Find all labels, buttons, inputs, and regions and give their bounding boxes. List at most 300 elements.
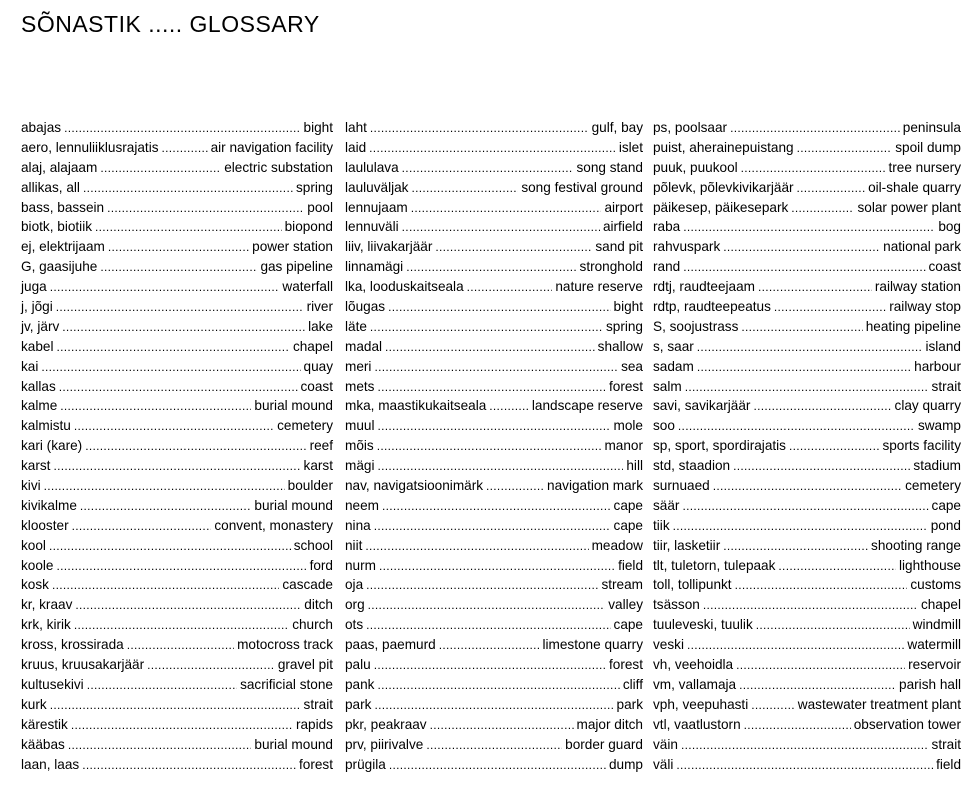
entry-translation: oil-shale quarry [868, 179, 961, 195]
glossary-entry [21, 297, 333, 317]
dot-leader [402, 218, 600, 238]
glossary-entry [653, 575, 961, 595]
entry-translation: forest [299, 756, 333, 772]
dot-leader [377, 378, 606, 398]
entry-translation: chapel [292, 338, 333, 354]
glossary-columns [0, 118, 977, 780]
dot-leader [71, 716, 293, 736]
dot-leader [127, 636, 234, 656]
glossary-entry [653, 655, 961, 675]
entry-term: rahvuspark [653, 239, 721, 255]
page-title: SÕNASTIK ..... GLOSSARY [21, 11, 320, 37]
glossary-entry [345, 476, 643, 496]
glossary-entry [653, 536, 961, 556]
glossary-entry [345, 178, 643, 198]
entry-term: biotk, biotiik [21, 219, 93, 235]
glossary-entry [21, 556, 333, 576]
entry-term: vh, veehoidla [653, 657, 734, 673]
dot-leader [739, 676, 896, 696]
dot-leader [74, 417, 274, 437]
glossary-entry [21, 456, 333, 476]
entry-term: mets [345, 378, 375, 394]
entry-term: nav, navigatsioonimärk [345, 478, 484, 494]
dot-leader [682, 497, 928, 517]
glossary-entry [345, 575, 643, 595]
dot-leader [797, 139, 893, 159]
entry-term: kallas [21, 378, 56, 394]
glossary-entry [345, 595, 643, 615]
dot-leader [439, 636, 540, 656]
entry-translation: church [292, 617, 333, 633]
entry-term: S, soojustrass [653, 318, 739, 334]
glossary-column-1 [21, 118, 333, 774]
entry-term: koole [21, 557, 54, 573]
entry-translation: parish hall [899, 676, 961, 692]
glossary-entry [653, 735, 961, 755]
dot-leader [713, 477, 902, 497]
dot-leader [467, 278, 553, 298]
glossary-entry [345, 118, 643, 138]
entry-translation: chapel [920, 597, 961, 613]
dot-leader [687, 636, 904, 656]
entry-term: lennujaam [345, 199, 408, 215]
glossary-entry [21, 516, 333, 536]
glossary-entry [21, 277, 333, 297]
glossary-entry [653, 178, 961, 198]
dot-leader [366, 616, 610, 636]
entry-translation: karst [303, 458, 333, 474]
entry-translation: hill [626, 458, 643, 474]
glossary-entry [345, 198, 643, 218]
glossary-entry [653, 416, 961, 436]
entry-term: mka, maastikukaitseala [345, 398, 487, 414]
glossary-entry [21, 158, 333, 178]
entry-translation: pond [930, 517, 961, 533]
dot-leader [697, 338, 923, 358]
entry-translation: burial mound [254, 497, 333, 513]
entry-translation: forest [609, 378, 643, 394]
dot-leader [406, 258, 576, 278]
glossary-entry [21, 536, 333, 556]
entry-term: savi, savikarjäär [653, 398, 751, 414]
entry-term: oja [345, 577, 364, 593]
dot-leader [435, 238, 592, 258]
entry-translation: dump [608, 756, 643, 772]
glossary-entry [653, 198, 961, 218]
entry-translation: reservoir [908, 657, 961, 673]
entry-term: mägi [345, 458, 375, 474]
glossary-entry [21, 416, 333, 436]
dot-leader [697, 358, 911, 378]
entry-term: neem [345, 497, 380, 513]
entry-translation: meadow [591, 537, 643, 553]
entry-term: std, staadion [653, 458, 731, 474]
glossary-entry [653, 277, 961, 297]
glossary-entry [345, 357, 643, 377]
glossary-entry [21, 257, 333, 277]
entry-term: juga [21, 279, 47, 295]
entry-term: org [345, 597, 365, 613]
dot-leader [57, 338, 290, 358]
entry-translation: bight [303, 120, 333, 135]
dot-leader [723, 238, 880, 258]
entry-term: ps, poolsaar [653, 120, 728, 135]
dot-leader [681, 736, 929, 756]
entry-translation: peninsula [902, 120, 961, 135]
glossary-entry [653, 317, 961, 337]
entry-translation: windmill [912, 617, 961, 633]
dot-leader [374, 358, 618, 378]
entry-term: kurk [21, 696, 47, 712]
glossary-entry [345, 158, 643, 178]
dot-leader [685, 378, 929, 398]
glossary-entry [21, 496, 333, 516]
glossary-entry [21, 118, 333, 138]
entry-term: vtl, vaatlustorn [653, 716, 741, 732]
dot-leader [676, 756, 933, 776]
entry-translation: shallow [597, 338, 643, 354]
glossary-entry [345, 436, 643, 456]
entry-term: põlevk, põlevkivikarjäär [653, 179, 794, 195]
dot-leader [365, 537, 588, 557]
glossary-entry [653, 595, 961, 615]
dot-leader [366, 576, 598, 596]
entry-term: tlt, tuletorn, tulepaak [653, 557, 776, 573]
dot-leader [683, 258, 925, 278]
entry-translation: railway station [874, 279, 961, 295]
entry-translation: song festival ground [521, 179, 643, 195]
entry-term: lõugas [345, 299, 386, 315]
entry-translation: coast [928, 259, 961, 275]
entry-translation: spring [295, 179, 333, 195]
glossary-entry [345, 695, 643, 715]
entry-term: park [345, 696, 372, 712]
entry-translation: border guard [565, 736, 643, 752]
entry-term: raba [653, 219, 681, 235]
dot-leader [402, 159, 574, 179]
glossary-entry [653, 297, 961, 317]
glossary-entry [653, 615, 961, 635]
glossary-entry [653, 675, 961, 695]
dot-leader [64, 119, 300, 139]
entry-term: palu [345, 657, 371, 673]
dot-leader [44, 477, 285, 497]
entry-translation: river [306, 299, 333, 315]
glossary-entry [21, 615, 333, 635]
entry-translation: convent, monastery [214, 517, 333, 533]
entry-term: kari (kare) [21, 438, 83, 454]
entry-translation: landscape reserve [531, 398, 643, 414]
entry-translation: railway stop [889, 299, 961, 315]
entry-term: vm, vallamaja [653, 676, 737, 692]
entry-term: tuuleveski, tuulik [653, 617, 753, 633]
glossary-entry [21, 317, 333, 337]
entry-term: karst [21, 458, 51, 474]
entry-translation: rapids [295, 716, 333, 732]
glossary-entry [653, 217, 961, 237]
entry-translation: power station [252, 239, 333, 255]
entry-term: lennuväli [345, 219, 399, 235]
entry-term: nurm [345, 557, 376, 573]
glossary-entry [653, 695, 961, 715]
glossary-entry [345, 416, 643, 436]
glossary-column-2 [345, 118, 643, 774]
dot-leader [68, 736, 252, 756]
dot-leader [744, 716, 851, 736]
glossary-entry [345, 377, 643, 397]
dot-leader [56, 298, 304, 318]
glossary-entry [345, 217, 643, 237]
entry-translation: gulf, bay [591, 120, 643, 135]
glossary-entry [21, 217, 333, 237]
dot-leader [741, 159, 886, 179]
entry-translation: airfield [602, 219, 643, 235]
entry-translation: mole [613, 418, 643, 434]
glossary-entry [653, 476, 961, 496]
entry-translation: stronghold [579, 259, 643, 275]
dot-leader [83, 179, 293, 199]
entry-term: salm [653, 378, 682, 394]
dot-leader [673, 517, 928, 537]
entry-translation: quay [303, 358, 333, 374]
glossary-entry [21, 138, 333, 158]
glossary-entry [653, 516, 961, 536]
entry-translation: valley [608, 597, 643, 613]
glossary-entry [21, 377, 333, 397]
entry-term: prügila [345, 756, 386, 772]
entry-translation: heating pipeline [865, 318, 961, 334]
entry-translation: islet [618, 139, 643, 155]
entry-term: laan, laas [21, 756, 80, 772]
glossary-entry [21, 735, 333, 755]
dot-leader [374, 517, 611, 537]
glossary-entry [21, 675, 333, 695]
entry-term: veski [653, 637, 684, 653]
entry-term: aero, lennuliiklusrajatis [21, 139, 159, 155]
entry-translation: swamp [917, 418, 961, 434]
entry-translation: sacrificial stone [240, 676, 333, 692]
glossary-column-3 [653, 118, 961, 774]
entry-term: kai [21, 358, 39, 374]
entry-translation: coast [300, 378, 333, 394]
entry-translation: ford [309, 557, 333, 573]
dot-leader [385, 338, 595, 358]
entry-translation: electric substation [224, 159, 333, 175]
glossary-entry [21, 337, 333, 357]
dot-leader [778, 557, 896, 577]
entry-translation: lighthouse [899, 557, 961, 573]
glossary-entry [21, 755, 333, 775]
glossary-entry [345, 675, 643, 695]
glossary-entry [345, 396, 643, 416]
glossary-entry [21, 198, 333, 218]
entry-translation: gravel pit [277, 657, 333, 673]
entry-translation: ditch [304, 597, 333, 613]
glossary-entry [345, 735, 643, 755]
dot-leader [80, 497, 252, 517]
entry-translation: cape [613, 517, 643, 533]
entry-term: nina [345, 517, 371, 533]
entry-translation: pool [307, 199, 333, 215]
dot-leader [379, 557, 615, 577]
entry-term: kärestik [21, 716, 68, 732]
entry-translation: boulder [287, 478, 333, 494]
dot-leader [791, 199, 854, 219]
entry-term: allikas, all [21, 179, 80, 195]
entry-term: sadam [653, 358, 694, 374]
entry-term: kivikalme [21, 497, 77, 513]
entry-term: prv, piirivalve [345, 736, 424, 752]
dot-leader [50, 696, 301, 716]
entry-term: kultusekivi [21, 676, 84, 692]
dot-leader [736, 656, 905, 676]
entry-translation: cemetery [905, 478, 961, 494]
entry-translation: field [936, 756, 961, 772]
dot-leader [100, 258, 257, 278]
dot-leader [108, 238, 249, 258]
glossary-entry [653, 755, 961, 775]
glossary-entry [21, 178, 333, 198]
entry-term: s, saar [653, 338, 694, 354]
dot-leader [411, 199, 602, 219]
entry-term: kool [21, 537, 46, 553]
entry-term: G, gaasijuhe [21, 259, 98, 275]
entry-term: läte [345, 318, 367, 334]
dot-leader [370, 119, 589, 139]
glossary-entry [21, 476, 333, 496]
entry-term: kalme [21, 398, 58, 414]
glossary-entry [345, 297, 643, 317]
entry-translation: limestone quarry [542, 637, 643, 653]
entry-translation: airport [604, 199, 643, 215]
entry-term: kalmistu [21, 418, 71, 434]
entry-term: kosk [21, 577, 49, 593]
dot-leader [723, 537, 868, 557]
glossary-entry [21, 436, 333, 456]
entry-translation: nature reserve [555, 279, 643, 295]
entry-term: ej, elektrijaam [21, 239, 105, 255]
entry-translation: cape [931, 497, 961, 513]
entry-term: väli [653, 756, 674, 772]
entry-translation: navigation mark [547, 478, 643, 494]
dot-leader [756, 616, 910, 636]
entry-term: paas, paemurd [345, 637, 436, 653]
entry-term: puist, aherainepuistang [653, 139, 794, 155]
glossary-entry [21, 237, 333, 257]
dot-leader [72, 517, 212, 537]
entry-translation: sports facility [882, 438, 961, 454]
dot-leader [733, 457, 910, 477]
entry-term: alaj, alajaam [21, 159, 98, 175]
glossary-entry [653, 496, 961, 516]
entry-translation: strait [303, 696, 333, 712]
entry-term: kivi [21, 478, 41, 494]
entry-term: jv, järv [21, 318, 60, 334]
entry-translation: motocross track [237, 637, 333, 653]
glossary-entry [345, 138, 643, 158]
entry-translation: solar power plant [857, 199, 961, 215]
entry-term: säär [653, 497, 680, 513]
glossary-entry [653, 138, 961, 158]
entry-term: bass, bassein [21, 199, 105, 215]
entry-translation: school [293, 537, 333, 553]
glossary-entry [345, 615, 643, 635]
entry-term: ots [345, 617, 364, 633]
entry-term: kääbas [21, 736, 65, 752]
glossary-entry [345, 536, 643, 556]
entry-translation: burial mound [254, 398, 333, 414]
entry-translation: harbour [914, 358, 961, 374]
dot-leader [683, 218, 935, 238]
dot-leader [735, 576, 908, 596]
entry-term: laululava [345, 159, 399, 175]
entry-term: toll, tollipunkt [653, 577, 732, 593]
entry-term: krk, kirik [21, 617, 71, 633]
entry-term: pkr, peakraav [345, 716, 427, 732]
entry-term: laht [345, 120, 367, 135]
glossary-entry [345, 755, 643, 775]
dot-leader [95, 218, 282, 238]
entry-term: tsässon [653, 597, 700, 613]
dot-leader [377, 417, 610, 437]
glossary-entry [345, 277, 643, 297]
entry-term: lka, looduskaitseala [345, 279, 464, 295]
glossary-entry [653, 635, 961, 655]
glossary-entry [345, 237, 643, 257]
entry-translation: spring [605, 318, 643, 334]
entry-term: mõis [345, 438, 374, 454]
entry-translation: watermill [907, 637, 961, 653]
entry-translation: manor [604, 438, 643, 454]
entry-term: kross, krossirada [21, 637, 124, 653]
entry-translation: lake [308, 318, 333, 334]
entry-translation: biopond [284, 219, 333, 235]
entry-translation: customs [910, 577, 961, 593]
glossary-entry [653, 257, 961, 277]
glossary-entry [653, 396, 961, 416]
entry-term: niit [345, 537, 363, 553]
entry-term: väin [653, 736, 678, 752]
dot-leader [411, 179, 518, 199]
dot-leader [50, 278, 280, 298]
dot-leader [57, 557, 307, 577]
entry-translation: cascade [282, 577, 333, 593]
glossary-entry [21, 357, 333, 377]
dot-leader [162, 139, 208, 159]
entry-translation: bight [613, 299, 643, 315]
glossary-entry [345, 715, 643, 735]
entry-translation: bog [938, 219, 961, 235]
glossary-entry [653, 237, 961, 257]
glossary-entry [21, 695, 333, 715]
dot-leader [382, 497, 611, 517]
dot-leader [107, 199, 304, 219]
dot-leader [41, 358, 300, 378]
entry-translation: stadium [913, 458, 961, 474]
entry-translation: tree nursery [888, 159, 961, 175]
dot-leader [377, 437, 602, 457]
dot-leader [486, 477, 544, 497]
dot-leader [147, 656, 275, 676]
glossary-entry [653, 436, 961, 456]
dot-leader [370, 318, 603, 338]
entry-term: soo [653, 418, 675, 434]
entry-term: kruus, kruusakarjäär [21, 657, 145, 673]
entry-term: lauluväljak [345, 179, 409, 195]
glossary-entry [653, 118, 961, 138]
dot-leader [741, 318, 862, 338]
dot-leader [377, 457, 623, 477]
